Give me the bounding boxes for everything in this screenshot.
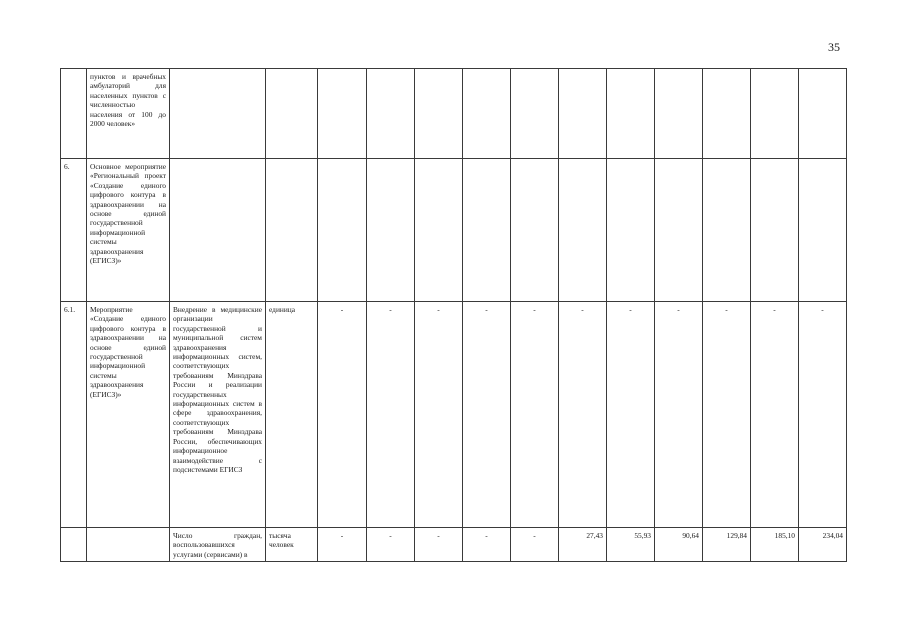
value-cell — [415, 159, 463, 302]
value-cell — [559, 69, 607, 159]
indicator-name: Число граждан, воспользовавшихся услугами (сервисами) в — [173, 531, 262, 559]
value-cell — [703, 159, 751, 302]
value-cell — [318, 69, 367, 159]
value-cell: 90,64 — [655, 528, 703, 562]
row-number: 6.1. — [61, 302, 87, 528]
value-cell: - — [703, 302, 751, 528]
value-cell — [799, 69, 847, 159]
table-row — [61, 528, 847, 562]
value-cell: - — [318, 528, 367, 562]
table-row — [61, 159, 847, 302]
value-cell: 27,43 — [559, 528, 607, 562]
value-cell: - — [415, 302, 463, 528]
indicator-name — [170, 69, 266, 159]
unit-of-measure: тысяча человек — [266, 528, 318, 562]
value-cell — [751, 159, 799, 302]
page-number: 35 — [828, 40, 840, 54]
value-cell: - — [559, 302, 607, 528]
value-cell: - — [463, 528, 511, 562]
value-cell — [799, 159, 847, 302]
value-cell: - — [655, 302, 703, 528]
value-cell: - — [463, 302, 511, 528]
value-cell — [511, 69, 559, 159]
value-cell — [318, 159, 367, 302]
value-cell: - — [367, 302, 415, 528]
value-cell: - — [511, 528, 559, 562]
value-cell — [751, 69, 799, 159]
activity-name: Мероприятие «Создание единого цифрового контура в здравоохранении на основе единой государственной информационной системы здравоохранения (ЕГИСЗ)» — [87, 302, 170, 528]
value-cell: - — [511, 302, 559, 528]
table-row — [61, 302, 847, 528]
value-cell: - — [415, 528, 463, 562]
activity-name: Основное мероприятие «Региональный проект «Создание единого цифрового контура в здравоохранении на основе единой государственной информационной системы здравоохранения (ЕГИСЗ)» — [87, 159, 170, 302]
value-cell: - — [367, 528, 415, 562]
unit-of-measure — [266, 159, 318, 302]
value-cell: 234,04 — [799, 528, 847, 562]
activity-name — [87, 528, 170, 562]
value-cell — [703, 69, 751, 159]
activity-name: пунктов и врачебных амбулаторий для населенных пунктов с численностью населения от 100 до 2000 человек» — [87, 69, 170, 159]
value-cell: - — [607, 302, 655, 528]
row-number — [61, 528, 87, 562]
value-cell — [463, 159, 511, 302]
indicator-name: Внедрение в медицинские организации государственной и муниципальной систем здравоохранения информационных систем, соответствующих требованиям Минздрава России и реализации государственных информационных систем в сфере здравоохранения, соответствующих требованиям Минздрава России, обеспечивающих информационное взаимодействие с подсистемами ЕГИСЗ — [170, 302, 266, 528]
value-cell: 55,93 — [607, 528, 655, 562]
value-cell: 129,84 — [703, 528, 751, 562]
program-indicators-table — [60, 68, 847, 562]
row-number — [61, 69, 87, 159]
value-cell — [367, 159, 415, 302]
value-cell — [655, 69, 703, 159]
row-number: 6. — [61, 159, 87, 302]
table-row — [61, 69, 847, 159]
value-cell: - — [799, 302, 847, 528]
value-cell — [463, 69, 511, 159]
value-cell — [415, 69, 463, 159]
value-cell — [655, 159, 703, 302]
unit-of-measure — [266, 69, 318, 159]
value-cell — [367, 69, 415, 159]
value-cell: - — [751, 302, 799, 528]
value-cell: 185,10 — [751, 528, 799, 562]
value-cell — [607, 69, 655, 159]
value-cell — [511, 159, 559, 302]
value-cell — [607, 159, 655, 302]
indicator-name — [170, 159, 266, 302]
value-cell — [559, 159, 607, 302]
unit-of-measure: единица — [266, 302, 318, 528]
value-cell: - — [318, 302, 367, 528]
